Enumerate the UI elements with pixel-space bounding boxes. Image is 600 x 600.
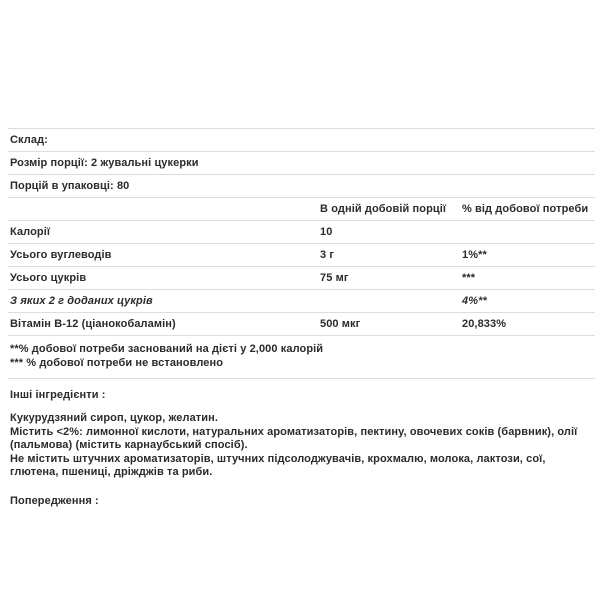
facts-row-total-carbs	[8, 243, 595, 266]
nutrient-dv: 20,833%	[462, 318, 507, 330]
nutrient-name: Калорії	[10, 226, 51, 238]
nutrient-name: Вітамін B-12 (ціанокобаламін)	[10, 318, 176, 330]
other-ingredients-text	[10, 412, 595, 480]
nutrient-dv: 4%**	[462, 295, 487, 307]
facts-header-daily-value: % від добової потреби	[462, 203, 589, 215]
nutrient-dv: ***	[462, 272, 476, 284]
facts-row-calories	[8, 220, 595, 243]
supplement-facts-label	[8, 128, 595, 507]
servings-per-container: Порцій в упаковці: 80	[8, 174, 595, 197]
nutrient-amount: 500 мкг	[320, 318, 361, 330]
facts-header-amount: В одній добовій порції	[320, 203, 447, 215]
nutrient-dv: 1%**	[462, 249, 487, 261]
nutrient-amount	[320, 295, 462, 307]
nutrient-name: Усього вуглеводів	[10, 249, 112, 261]
ingredients-main: Кукурудзяний сироп, цукор, желатин.	[10, 412, 219, 424]
facts-header-blank	[10, 203, 320, 215]
facts-row-total-sugars	[8, 266, 595, 289]
nutrient-name: З яких 2 г доданих цукрів	[10, 295, 153, 307]
other-ingredients-title: Інші інгредієнти :	[10, 389, 106, 401]
serving-size: Розмір порції: 2 жувальні цукерки	[8, 151, 595, 174]
nutrient-amount: 3 г	[320, 249, 335, 261]
ingredients-free-of: Не містить штучних ароматизаторів, штучних підсолоджувачів, крохмалю, молока, лактози, сої, глютена, пшениці, дріжджів та риби.	[10, 452, 546, 478]
footnotes	[8, 335, 595, 378]
ingredients-contains-less-than-2pct: Містить <2%: лимонної кислоти, натуральних ароматизаторів, пектину, овочевих соків (барвник), олії (пальмова) (містить карнаубський спосіб).	[10, 425, 578, 451]
nutrient-amount: 75 мг	[320, 272, 349, 284]
other-ingredients-section	[8, 378, 595, 507]
warnings-title: Попередження :	[10, 494, 99, 507]
footnote-daily-value-basis: **% добової потреби заснований на дієті у 2,000 калорій	[10, 343, 324, 355]
footnote-dv-not-established: *** % добової потреби не встановлено	[10, 357, 224, 369]
facts-row-added-sugars	[8, 289, 595, 312]
facts-header-row	[8, 197, 595, 220]
nutrient-dv	[462, 226, 595, 238]
nutrient-amount: 10	[320, 226, 333, 238]
nutrient-name: Усього цукрів	[10, 272, 87, 284]
facts-row-vitamin-b12	[8, 312, 595, 335]
composition-heading: Склад:	[8, 128, 595, 151]
